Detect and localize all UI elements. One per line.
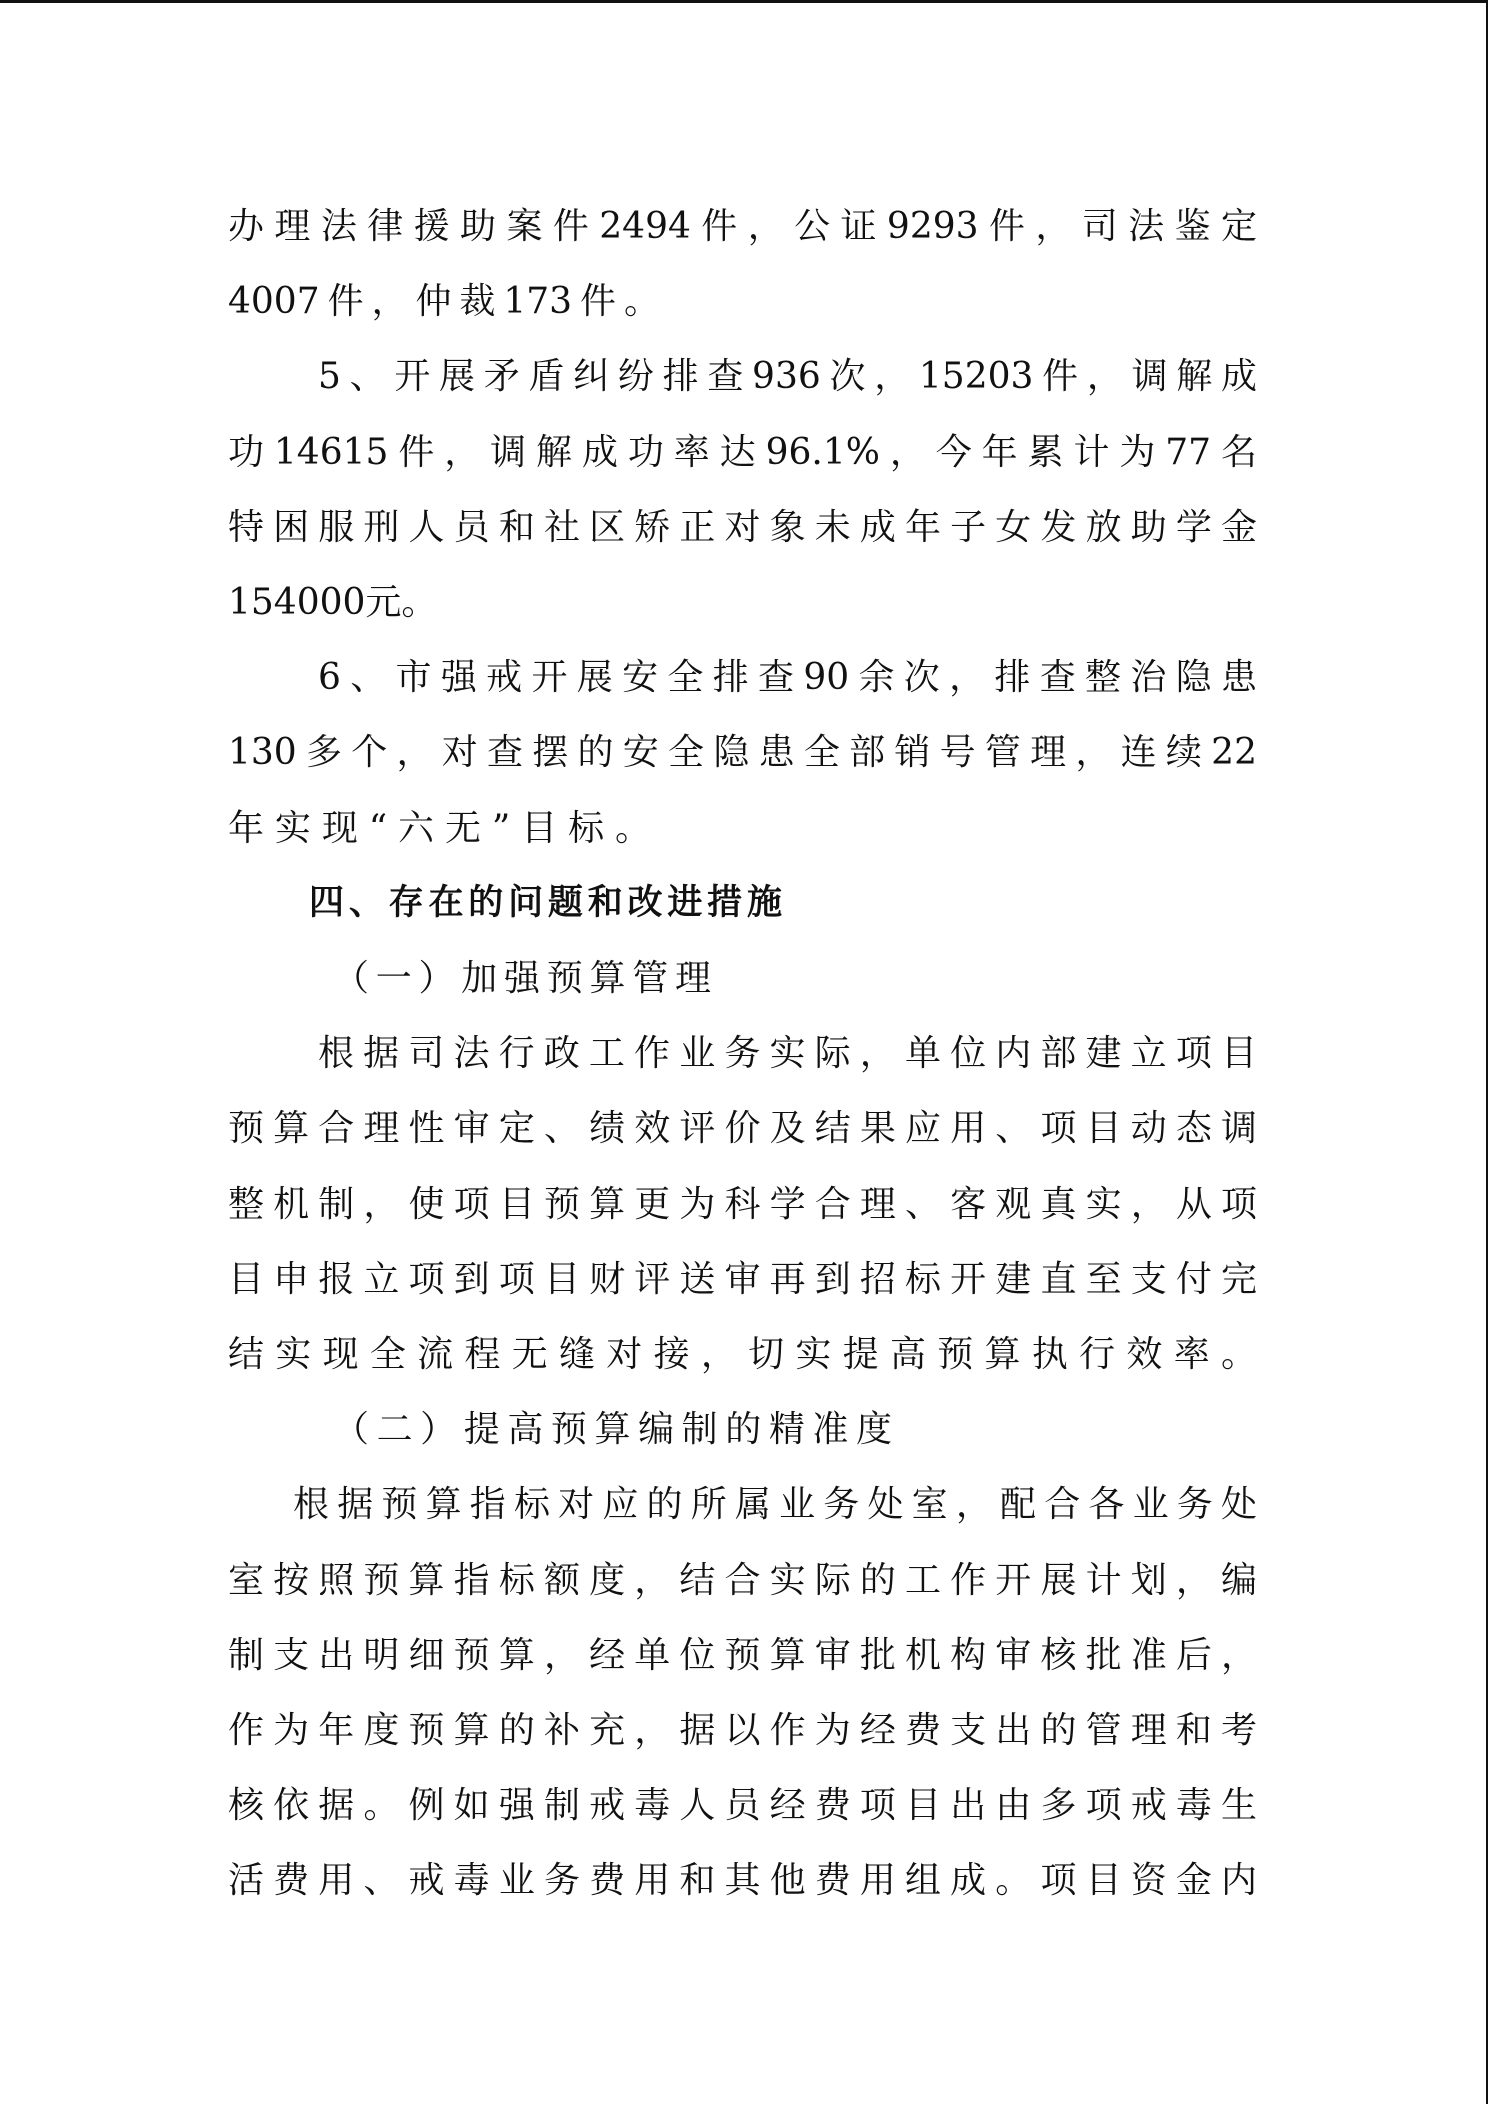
paragraph-line: 制支出明细预算，经单位预算审批机构审核批准后， <box>228 1634 1257 1676</box>
section-heading: 四、存在的问题和改进措施 <box>309 882 782 923</box>
paragraph-line: 4007件，仲裁173件。 <box>228 281 660 323</box>
paragraph-line: 6、市强戒开展安全排查90余次，排查整治隐患 <box>318 657 1257 699</box>
paragraph-line: （一）加强预算管理 <box>333 958 711 999</box>
paragraph-line: 整机制，使项目预算更为科学合理、客观真实，从项 <box>228 1183 1257 1225</box>
paragraph-line: （二）提高预算编制的精准度 <box>333 1409 892 1451</box>
paragraph-line: 结实现全流程无缝对接，切实提高预算执行效率。 <box>228 1334 1257 1375</box>
paragraph-line: 130多个，对查摆的安全隐患全部销号管理，连续22 <box>228 732 1257 774</box>
paragraph-line: 核依据。例如强制戒毒人员经费项目出由多项戒毒生 <box>228 1785 1257 1827</box>
paragraph-line: 目申报立项到项目财评送审再到招标开建直至支付完 <box>228 1258 1257 1300</box>
paragraph-line: 活费用、戒毒业务费用和其他费用组成。项目资金内 <box>228 1860 1257 1902</box>
paragraph-line: 作为年度预算的补充，据以作为经费支出的管理和考 <box>228 1710 1257 1751</box>
paragraph-line: 根据预算指标对应的所属业务处室，配合各业务处 <box>293 1484 1257 1526</box>
paragraph-line: 特困服刑人员和社区矫正对象未成年子女发放助学金 <box>228 506 1257 548</box>
paragraph-line: 办理法律援助案件2494件，公证9293件，司法鉴定 <box>228 206 1257 247</box>
paragraph-line: 年实现“六无”目标。 <box>228 807 651 849</box>
paragraph-line: 5、开展矛盾纠纷排查936次，15203件，调解成 <box>318 356 1257 398</box>
paragraph-line: 预算合理性审定、绩效评价及结果应用、项目动态调 <box>228 1108 1257 1150</box>
paragraph-line: 功14615件，调解成功率达96.1%，今年累计为77名 <box>228 431 1257 473</box>
paragraph-line: 154000元。 <box>228 582 438 623</box>
paragraph-line: 根据司法行政工作业务实际，单位内部建立项目 <box>318 1033 1257 1075</box>
paragraph-line: 室按照预算指标额度，结合实际的工作开展计划，编 <box>228 1559 1257 1601</box>
